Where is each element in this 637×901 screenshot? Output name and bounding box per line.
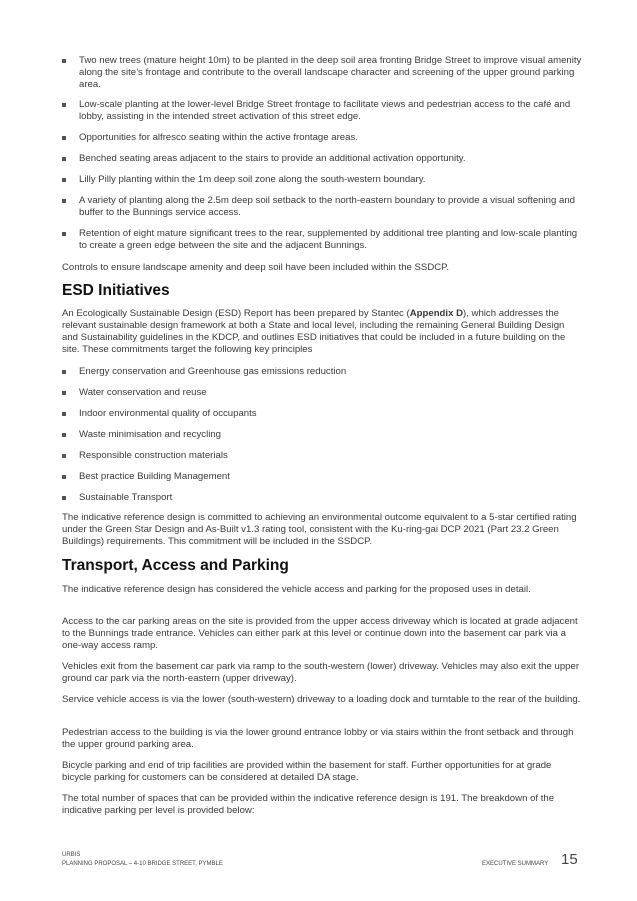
esd-principles-list xyxy=(62,492,582,504)
esd-principles-list xyxy=(62,471,582,483)
landscape-bullets xyxy=(62,55,582,91)
bullet-icon xyxy=(62,433,66,437)
list-item: Waste minimisation and recycling xyxy=(62,429,582,441)
list-item: Benched seating areas adjacent to the stairs to provide an additional activation opportunity. xyxy=(62,153,582,165)
list-item: Indoor environmental quality of occupants xyxy=(62,408,582,420)
list-item: Best practice Building Management xyxy=(62,471,582,483)
landscape-bullets xyxy=(62,99,582,123)
transport-paragraph: Service vehicle access is via the lower (south-western) driveway to a loading dock and turntable to the rear of the building. xyxy=(62,694,581,705)
landscape-bullets xyxy=(62,228,582,252)
transport-paragraph: The total number of spaces that can be provided within the indicative reference design is 191. The breakdown of the indicative parking per level is provided below: xyxy=(62,793,555,816)
bullet-icon xyxy=(62,136,66,140)
landscape-bullets xyxy=(62,174,582,186)
esd-principles-list xyxy=(62,387,582,399)
bullet-icon xyxy=(62,475,66,479)
list-item: Responsible construction materials xyxy=(62,450,582,462)
bullet-icon xyxy=(62,59,66,63)
list-item: Sustainable Transport xyxy=(62,492,582,504)
esd-heading: ESD Initiatives xyxy=(62,282,170,299)
bullet-icon xyxy=(62,199,66,203)
footer-org: URBIS xyxy=(62,852,81,858)
bullet-icon xyxy=(62,178,66,182)
transport-paragraph: The indicative reference design has considered the vehicle access and parking for the proposed uses in detail. xyxy=(62,584,531,595)
bullet-icon xyxy=(62,391,66,395)
bullet-icon xyxy=(62,496,66,500)
bullet-icon xyxy=(62,232,66,236)
footer-document-title: PLANNING PROPOSAL – 4-10 BRIDGE STREET, PYMBLE xyxy=(62,861,223,867)
list-item: Low-scale planting at the lower-level Bridge Street frontage to facilitate views and pedestrian access to the café and lobby, assisting in the intended street activation of this street edge. xyxy=(62,99,582,123)
landscape-bullets xyxy=(62,132,582,144)
list-item: A variety of planting along the 2.5m deep soil setback to the north-eastern boundary to provide a visual softening and buffer to the Bunnings service access. xyxy=(62,195,582,219)
esd-principles-list xyxy=(62,450,582,462)
bullet-icon xyxy=(62,370,66,374)
list-item: Opportunities for alfresco seating within the active frontage areas. xyxy=(62,132,582,144)
page-number: 15 xyxy=(561,851,578,868)
bullet-icon xyxy=(62,103,66,107)
esd-closing-paragraph: The indicative reference design is committed to achieving an environmental outcome equivalent to a 5-star certified rating under the Green Star Design and As-Built v1.3 rating tool, consistent with the Ku-ring-gai DCP 2021 (Part 23.2 Green Buildings) requirements. This commitment will be included in the SSDCP. xyxy=(62,512,577,547)
esd-intro-paragraph: An Ecologically Sustainable Design (ESD) Report has been prepared by Stantec (Appendix D), which addresses the relevant sustainable design framework at both a State and local level, including the remaining General Building Design and Sustainability guidelines in the KDCP, and outlines ESD initiatives that could be included in a future building on the site. These commitments target the following key principles xyxy=(62,308,566,355)
list-item: Energy conservation and Greenhouse gas emissions reduction xyxy=(62,366,582,378)
transport-paragraph: Access to the car parking areas on the site is provided from the upper access driveway which is located at grade adjacent to the Bunnings trade entrance. Vehicles can either park at this level or continue down into the basement car park via a one-way access ramp. xyxy=(62,616,578,651)
transport-paragraph: Vehicles exit from the basement car park via ramp to the south-western (lower) driveway. Vehicles may also exit the upper ground car park via the north-eastern (upper driveway). xyxy=(62,661,580,684)
landscape-bullets xyxy=(62,153,582,165)
appendix-reference: Appendix D xyxy=(409,308,464,319)
list-item: Water conservation and reuse xyxy=(62,387,582,399)
bullet-icon xyxy=(62,454,66,458)
footer-section: EXECUTIVE SUMMARY xyxy=(482,861,549,867)
esd-principles-list xyxy=(62,366,582,378)
list-item: Two new trees (mature height 10m) to be planted in the deep soil area fronting Bridge Street to improve visual amenity along the site’s frontage and contribute to the overall landscape character and screening of the upper ground parking area. xyxy=(62,55,582,91)
bullet-icon xyxy=(62,157,66,161)
transport-paragraph: Pedestrian access to the building is via the lower ground entrance lobby or via stairs within the front setback and through the upper ground parking area. xyxy=(62,727,574,750)
controls-paragraph: Controls to ensure landscape amenity and deep soil have been included within the SSDCP. xyxy=(62,262,450,273)
list-item: Lilly Pilly planting within the 1m deep soil zone along the south-western boundary. xyxy=(62,174,582,186)
transport-heading: Transport, Access and Parking xyxy=(62,557,289,574)
bullet-icon xyxy=(62,412,66,416)
landscape-bullets xyxy=(62,195,582,219)
transport-paragraph: Bicycle parking and end of trip facilities are provided within the basement for staff. Further opportunities for at grade bicycle parking for customers can be considered at detailed DA stage. xyxy=(62,760,552,783)
list-item: Retention of eight mature significant trees to the rear, supplemented by additional tree planting and low-scale planting to create a green edge between the site and the adjacent Bunnings. xyxy=(62,228,582,252)
esd-principles-list xyxy=(62,429,582,441)
esd-principles-list xyxy=(62,408,582,420)
